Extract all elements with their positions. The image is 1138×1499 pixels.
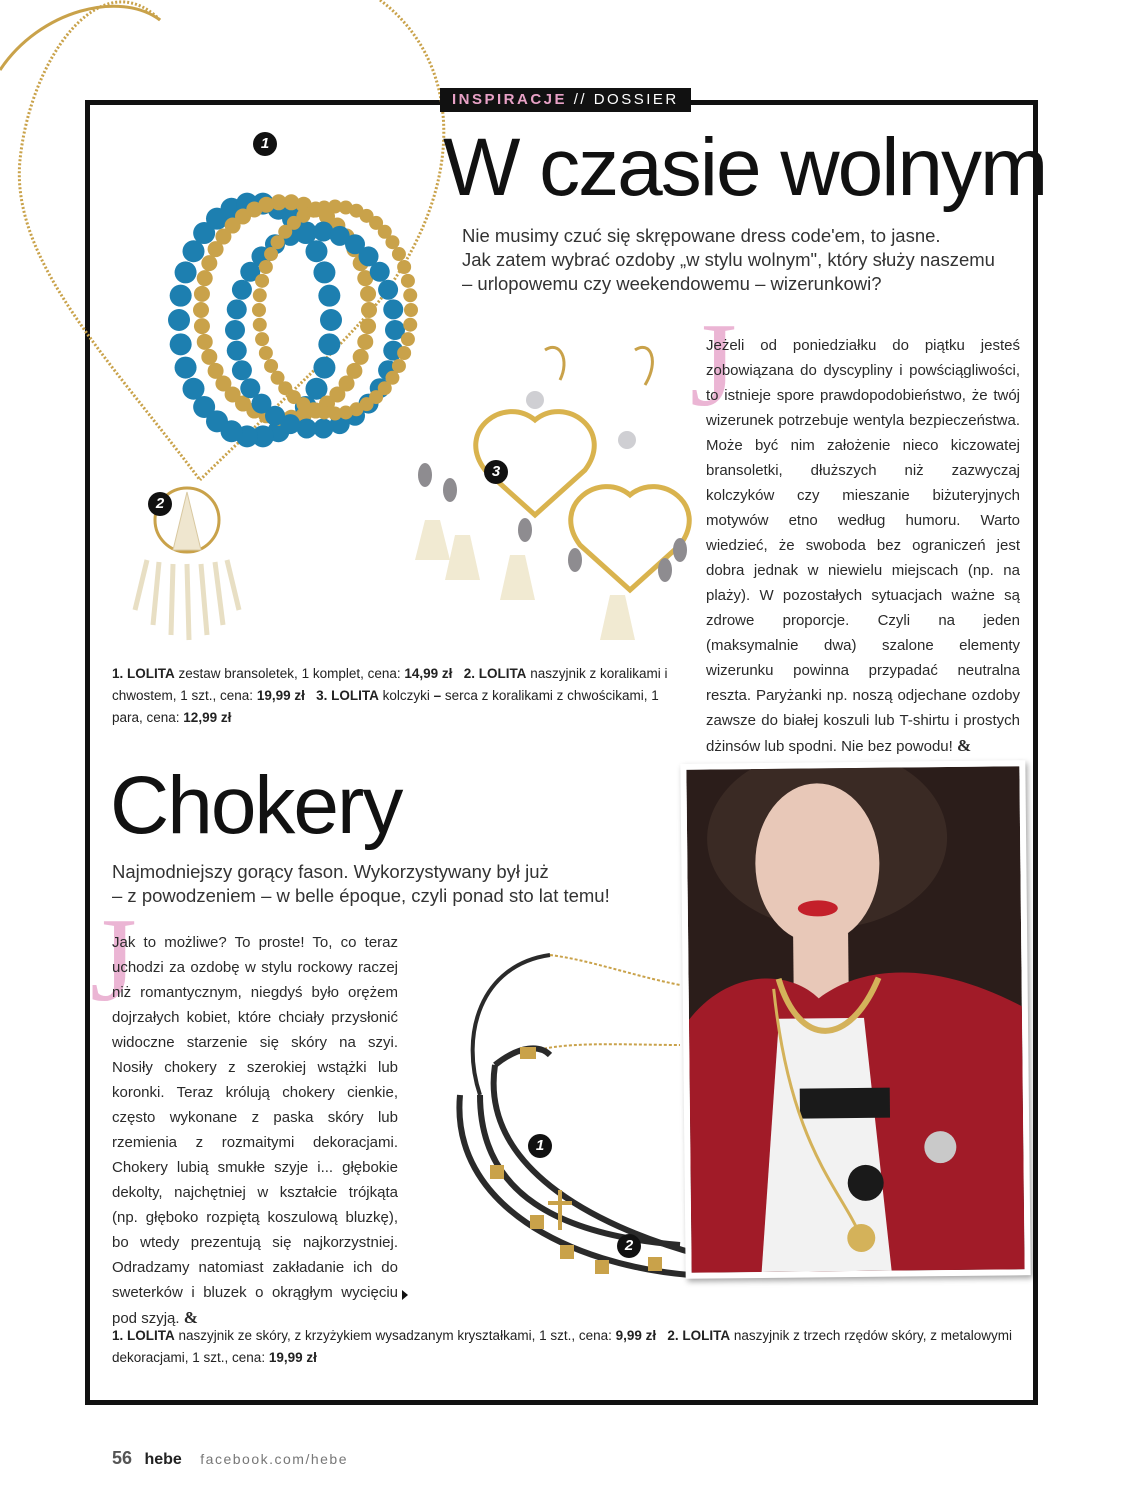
facebook-link[interactable]: facebook.com/hebe [200, 1451, 348, 1467]
bead [360, 286, 376, 302]
caption-desc: naszyjnik ze skóry, z krzyżykiem wysadzanym kryształkami, 1 szt., cena: [174, 1328, 616, 1343]
bead [208, 363, 224, 379]
article1-body-text: Jeżeli od poniedziałku do piątku jesteś zobowiązana do dyscypliny i powściągliwości, to istnieje spore prawdopodobieństwo, że twój wizerunek potrzebuje wentyla bezpieczeństwa. Może być nim założenie nieco kiczowatej bransoletki, dłuższych niż zazwyczaj kolczyków czy mieszanie biżuteryjnych motywów etno według humoru. Warto wiedzieć, że swoboda bez ograniczeń jest dobra jednak w niewielu miejscach (np. na plaży). W pozostałych sytuacjach ważne są zdrowe proporcje. Czyli na jeden (maksymalnie dwa) szalone elementy wizerunku powinna przypadać neutralna reszta. Paryżanki np. noszą odjechane ozdoby zawsze do białej koszuli lub T-shirtu i prostych dżinsów lub spodni. Nie bez powodu! [706, 337, 1020, 755]
chokers-illustration [420, 945, 720, 1305]
bead [183, 378, 205, 400]
caption-brand: 2. LOLITA [667, 1328, 731, 1343]
bead [194, 286, 210, 302]
bead [360, 318, 376, 334]
bead [232, 360, 252, 380]
caption-price: 19,99 zł [256, 688, 305, 703]
section-tag-sub: DOSSIER [593, 91, 679, 108]
bead [313, 261, 335, 283]
article1-caption [112, 663, 692, 729]
bead [232, 280, 252, 300]
item-badge: 1 [528, 1134, 552, 1158]
bead [370, 262, 390, 282]
end-mark-icon: & [957, 736, 972, 755]
caption-desc: kolczyki [378, 688, 434, 703]
caption-price: 9,99 zł [615, 1328, 657, 1343]
bead [255, 274, 269, 288]
article2-lead-line: – z powodzeniem – w belle époque, czyli ponad sto lat temu! [112, 885, 610, 906]
caption-desc: zestaw bransoletek, 1 komplet, cena: [174, 666, 405, 681]
article2-body-text: Jak to możliwe? To proste! To, co teraz uchodzi za ozdobę w stylu rockowy raczej niż romantycznym, niegdyś było orężem dojrzałych kobiet, które chciały przysłonić widoczne starzenie się skóry na szyi. Nosiły chokery z szerokiej wstążki lub koronki. Teraz królują chokery cienkie, często wykonane z paska skóry lub rzemienia z rozmaitymi dekoracjami. Chokery lubią smukłe szyje i... głębokie dekolty, najchętniej w kształcie trójkąta (np. głęboko rozpiętą koszulową bluzkę), bo wtedy prezentują się najkorzystniej. Odradzamy natomiast zakładanie ich do sweterków i bluzek o okrągłym wycięciu pod szyją. [112, 934, 398, 1327]
bead [255, 332, 269, 346]
page-number: 56 [112, 1448, 133, 1468]
caption-price: 19,99 zł [268, 1350, 317, 1365]
runway-photo [680, 760, 1030, 1279]
bead [403, 288, 417, 302]
bead [252, 303, 266, 317]
item-badge: 2 [148, 492, 172, 516]
bead [259, 260, 273, 274]
page-footer [112, 1448, 348, 1469]
bead [227, 341, 247, 361]
model-photo-illustration [686, 766, 1024, 1272]
section-tag-main: INSPIRACJE [452, 91, 568, 108]
bead [225, 320, 245, 340]
bead [264, 359, 278, 373]
item-badge: 1 [253, 132, 277, 156]
caption-price: 12,99 zł [183, 710, 232, 725]
section-tag-separator: // [567, 91, 594, 108]
bead [403, 318, 417, 332]
article2-caption [112, 1325, 1012, 1369]
bead [385, 235, 399, 249]
bead [193, 302, 209, 318]
end-mark-icon: & [183, 1308, 198, 1327]
article1-lead-line: Nie musimy czuć się skrępowane dress code'em, to jasne. [462, 225, 941, 246]
bead [253, 288, 267, 302]
bead [318, 333, 340, 355]
article1-lead-line: Jak zatem wybrać ozdoby „w stylu wolnym", który służy naszemu [462, 249, 995, 270]
bead [175, 357, 197, 379]
bead [170, 285, 192, 307]
bead [392, 247, 406, 261]
section-tag [440, 88, 691, 112]
bead [201, 255, 217, 271]
caption-desc: naszyjnik z koralikami i chwostem, 1 szt., cena: [112, 666, 668, 703]
caption-brand: 3. LOLITA [316, 688, 379, 703]
bead [271, 371, 285, 385]
bead [401, 274, 415, 288]
bead [259, 346, 273, 360]
bead [353, 349, 369, 365]
bead [378, 280, 398, 300]
bead [194, 318, 210, 334]
bead [397, 260, 411, 274]
article1-lead [462, 224, 1022, 296]
article2-lead [112, 860, 652, 908]
caption-price: 14,99 zł [404, 666, 453, 681]
caption-desc: serca z koralikami z chwościkami, 1 para, cena: [112, 688, 659, 725]
caption-brand: 1. LOLITA [112, 1328, 175, 1343]
bead [168, 309, 190, 331]
article1-title: W czasie wolnym [443, 122, 1047, 213]
caption-dash: – [433, 688, 442, 703]
brand-logo: hebe [144, 1451, 182, 1468]
bead [318, 285, 340, 307]
continue-arrow-icon [402, 1290, 408, 1300]
bead [170, 333, 192, 355]
earrings-illustration [395, 340, 695, 650]
article2-lead-line: Najmodniejszy gorący fason. Wykorzystywany był już [112, 861, 549, 882]
bead [305, 240, 327, 262]
bead [201, 349, 217, 365]
caption-desc: naszyjnik z trzech rzędów skóry, z metalowymi dekoracjami, 1 szt., cena: [112, 1328, 1012, 1365]
bead [197, 334, 213, 350]
bead [357, 334, 373, 350]
bead [383, 299, 403, 319]
bead [264, 247, 278, 261]
caption-brand: 1. LOLITA [112, 666, 175, 681]
bead [197, 270, 213, 286]
article2-dropcap: J [90, 893, 137, 1026]
bead [175, 261, 197, 283]
caption-brand: 2. LOLITA [463, 666, 527, 681]
tassel-necklace-illustration [125, 480, 255, 650]
bead [227, 299, 247, 319]
article1-body [706, 333, 1020, 759]
bead [404, 303, 418, 317]
bead [313, 357, 335, 379]
bead [253, 318, 267, 332]
bead [320, 309, 342, 331]
article2-title: Chokery [110, 760, 402, 851]
article1-lead-line: – urlopowemu czy weekendowemu – wizerunkowi? [462, 273, 882, 294]
item-badge: 2 [617, 1234, 641, 1258]
bead [240, 378, 260, 398]
article1-dropcap: J [690, 298, 737, 431]
item-badge: 3 [484, 460, 508, 484]
bead [361, 302, 377, 318]
article2-body [112, 930, 398, 1331]
